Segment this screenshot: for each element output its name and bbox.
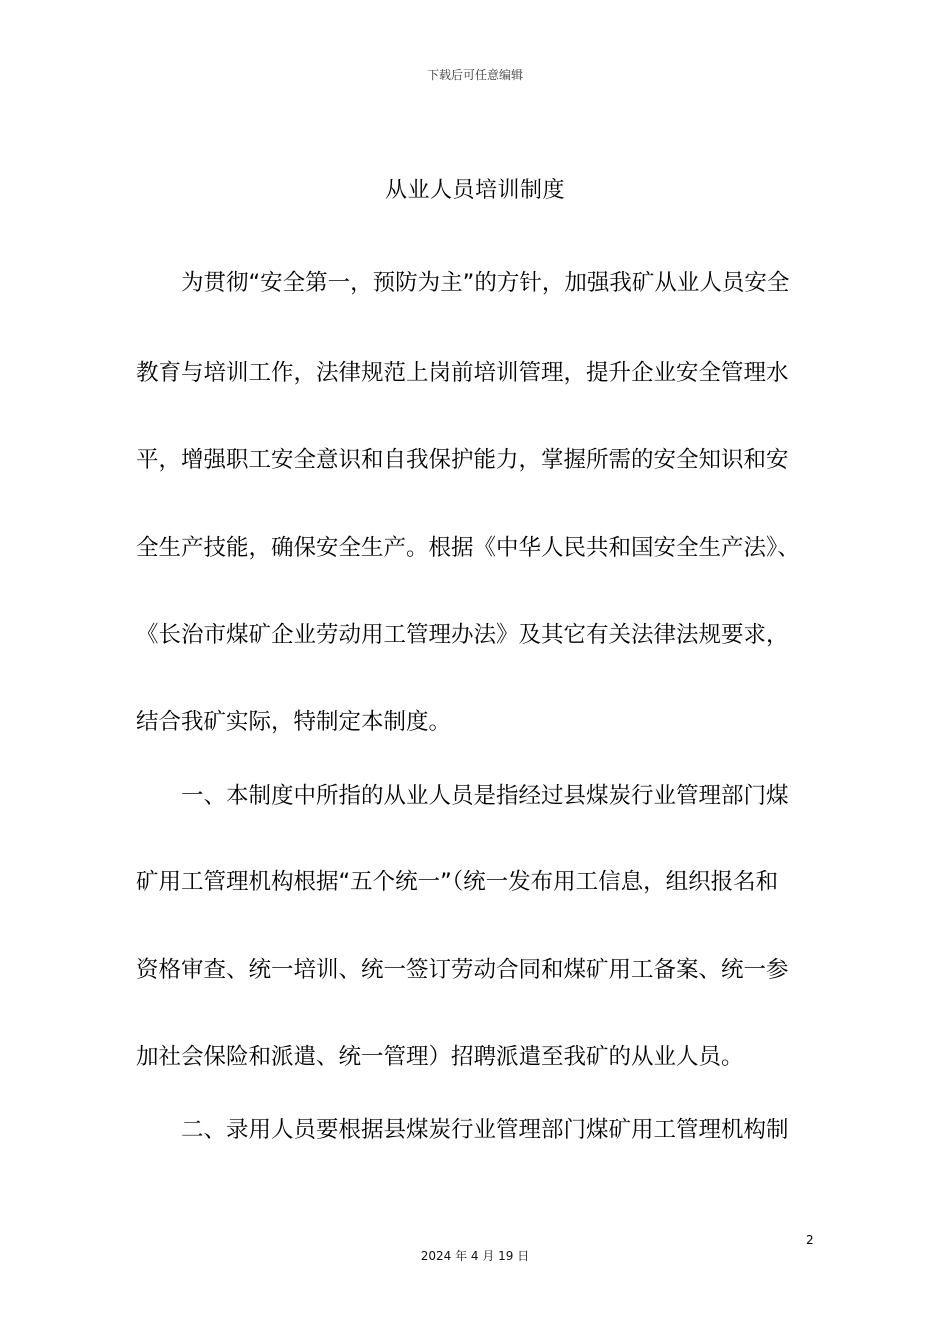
paragraph-line-10: 加社会保险和派遣、统一管理）招聘派遣至我矿的从业人员。 [136,1044,744,1070]
paragraph-line-3: 平，增强职工安全意识和自我保护能力，掌握所需的安全知识和安 [136,447,789,473]
document-title: 从业人员培训制度 [384,178,565,203]
paragraph-line-7: 一、本制度中所指的从业人员是指经过县煤炭行业管理部门煤 [181,783,789,809]
paragraph-line-5: 《长治市煤矿企业劳动用工管理办法》及其它有关法律法规要求， [136,622,789,648]
paragraph-line-8: 矿用工管理机构根据“五个统一”（统一发布用工信息，组织报名和 [136,869,779,895]
paragraph-line-2: 教育与培训工作，法律规范上岗前培训管理，提升企业安全管理水 [136,360,789,386]
paragraph-line-11: 二、录用人员要根据县煤炭行业管理部门煤矿用工管理机构制 [181,1117,789,1143]
paragraph-line-1: 为贯彻“安全第一，预防为主”的方针，加强我矿从业人员安全 [181,270,790,296]
header-note: 下载后可任意编辑 [426,68,523,82]
page-number: 2 [806,1233,814,1247]
paragraph-line-4: 全生产技能，确保安全生产。根据《中华人民共和国安全生产法》、 [136,535,800,561]
paragraph-line-9: 资格审查、统一培训、统一签订劳动合同和煤矿用工备案、统一参 [136,957,789,983]
footer-date: 2024 年 4 月 19 日 [420,1249,530,1263]
paragraph-line-6: 结合我矿实际，特制定本制度。 [136,709,452,735]
